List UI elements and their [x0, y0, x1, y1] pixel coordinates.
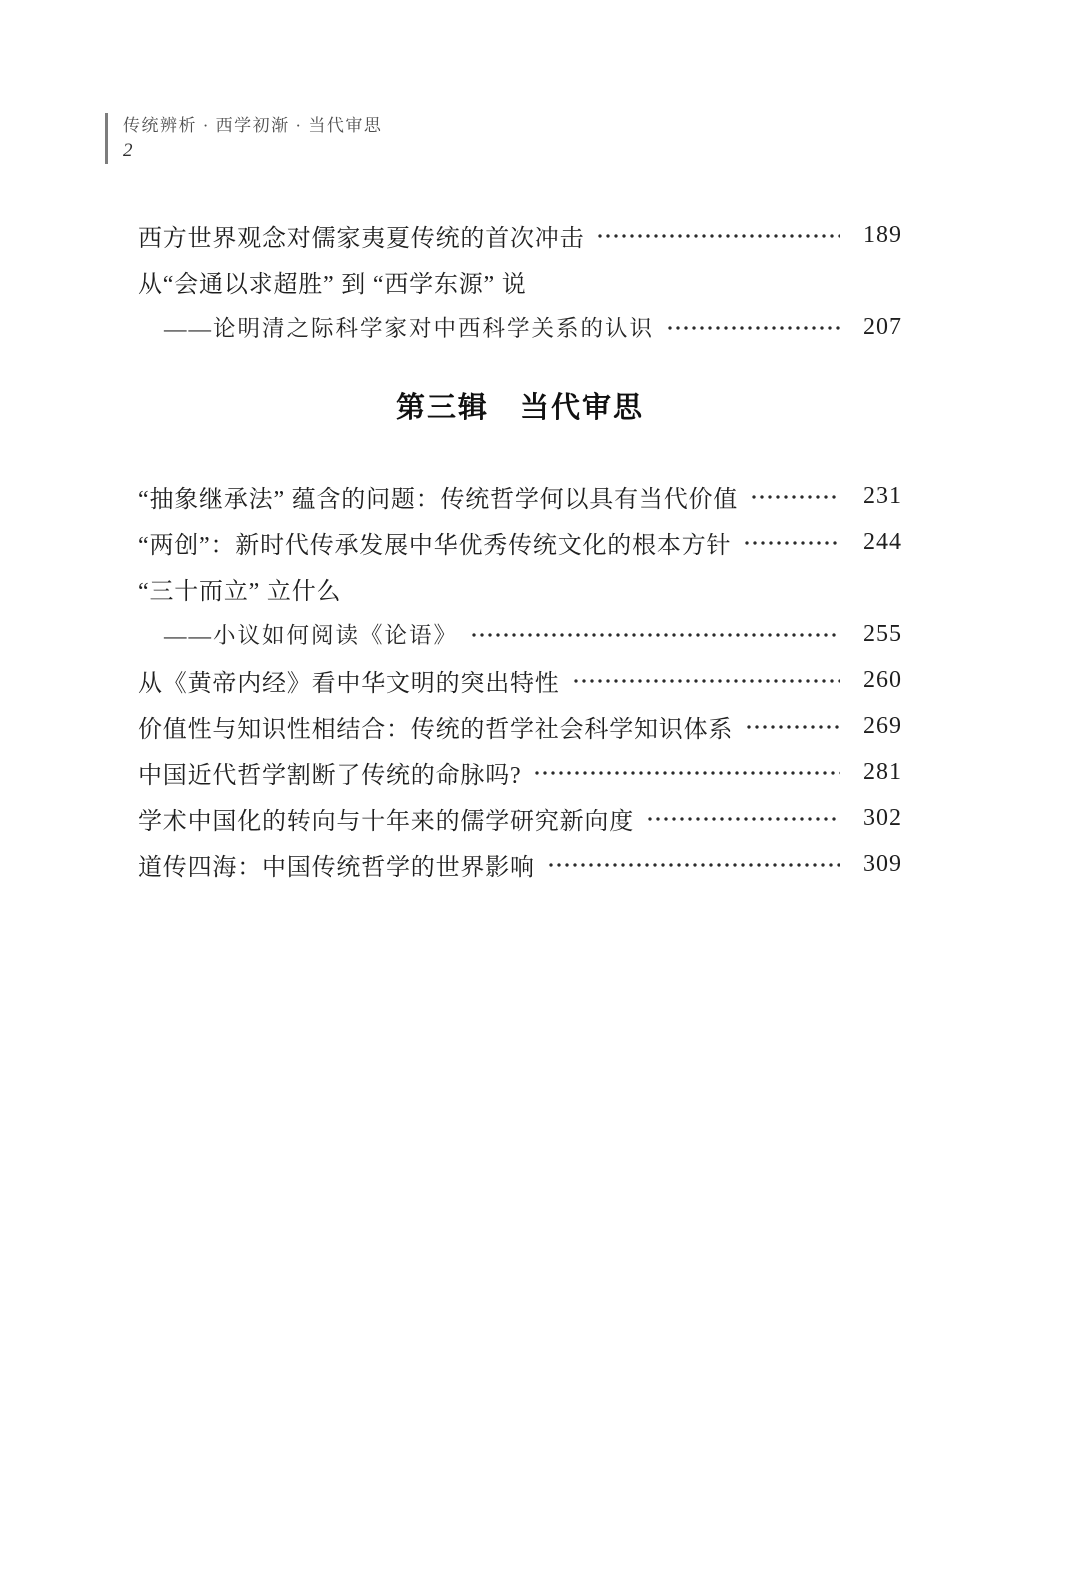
toc-entry-row — [138, 473, 902, 519]
toc-entry-row — [138, 565, 902, 611]
entry-title: 学术中国化的转向与十年来的儒学研究新向度 — [138, 808, 634, 835]
dot-leader — [596, 232, 840, 240]
entry-title: 西方世界观念对儒家夷夏传统的首次冲击 — [138, 225, 585, 252]
entry-title: 从《黄帝内经》看中华文明的突出特性 — [138, 670, 560, 697]
entry-title: 价值性与知识性相结合：传统的哲学社会科学知识体系 — [138, 716, 734, 743]
entry-title: “抽象继承法” 蕴含的问题：传统哲学何以具有当代价值 — [138, 486, 739, 513]
entry-page-number: 309 — [863, 850, 902, 877]
toc-entry-subtitle-row — [138, 611, 902, 657]
header-text-block — [123, 111, 382, 162]
header-rule — [105, 113, 108, 164]
entry-page-number: 269 — [863, 712, 902, 739]
dot-leader — [743, 539, 840, 547]
entry-title: 中国近代哲学割断了传统的命脉吗? — [138, 762, 522, 789]
toc-entry-row — [138, 657, 902, 703]
toc-entry-row — [138, 703, 902, 749]
table-of-contents — [138, 212, 902, 887]
entry-page-number: 231 — [863, 482, 902, 509]
toc-entry-row — [138, 841, 902, 887]
entry-page-number: 244 — [863, 528, 902, 555]
entry-title: “三十而立” 立什么 — [138, 578, 342, 605]
entry-page-number: 302 — [863, 804, 902, 831]
entry-page-number: 260 — [863, 666, 902, 693]
entry-page-number: 189 — [863, 221, 902, 248]
entry-page-number: 255 — [863, 620, 902, 647]
toc-entry-row — [138, 258, 902, 304]
toc-entry-row — [138, 795, 902, 841]
entry-page-number: 281 — [863, 758, 902, 785]
toc-entry-row — [138, 749, 902, 795]
entry-subtitle: ——论明清之际科学家对中西科学关系的认识 — [164, 316, 655, 341]
entry-subtitle: ——小议如何阅读《论语》 — [164, 623, 459, 648]
section-heading: 第三辑 当代审思 — [395, 392, 644, 424]
entry-title: 道传四海：中国传统哲学的世界影响 — [138, 854, 535, 881]
dot-leader — [533, 769, 840, 777]
dot-leader — [547, 861, 840, 869]
dot-leader — [572, 677, 840, 685]
toc-entry-subtitle-row — [138, 304, 902, 350]
dot-leader — [750, 493, 840, 501]
toc-entry-row — [138, 519, 902, 565]
dot-leader — [646, 815, 840, 823]
page-header — [105, 111, 382, 162]
entry-title: “两创”：新时代传承发展中华优秀传统文化的根本方针 — [138, 532, 732, 559]
dot-leader — [745, 723, 840, 731]
entry-page-number: 207 — [863, 313, 902, 340]
dot-leader — [666, 324, 840, 332]
dot-leader — [470, 631, 840, 639]
toc-entry-row — [138, 212, 902, 258]
folio-page-number: 2 — [123, 140, 133, 161]
running-title: 传统辨析 · 西学初渐 · 当代审思 — [123, 116, 383, 135]
entry-title: 从“会通以求超胜” 到 “西学东源” 说 — [138, 271, 527, 298]
